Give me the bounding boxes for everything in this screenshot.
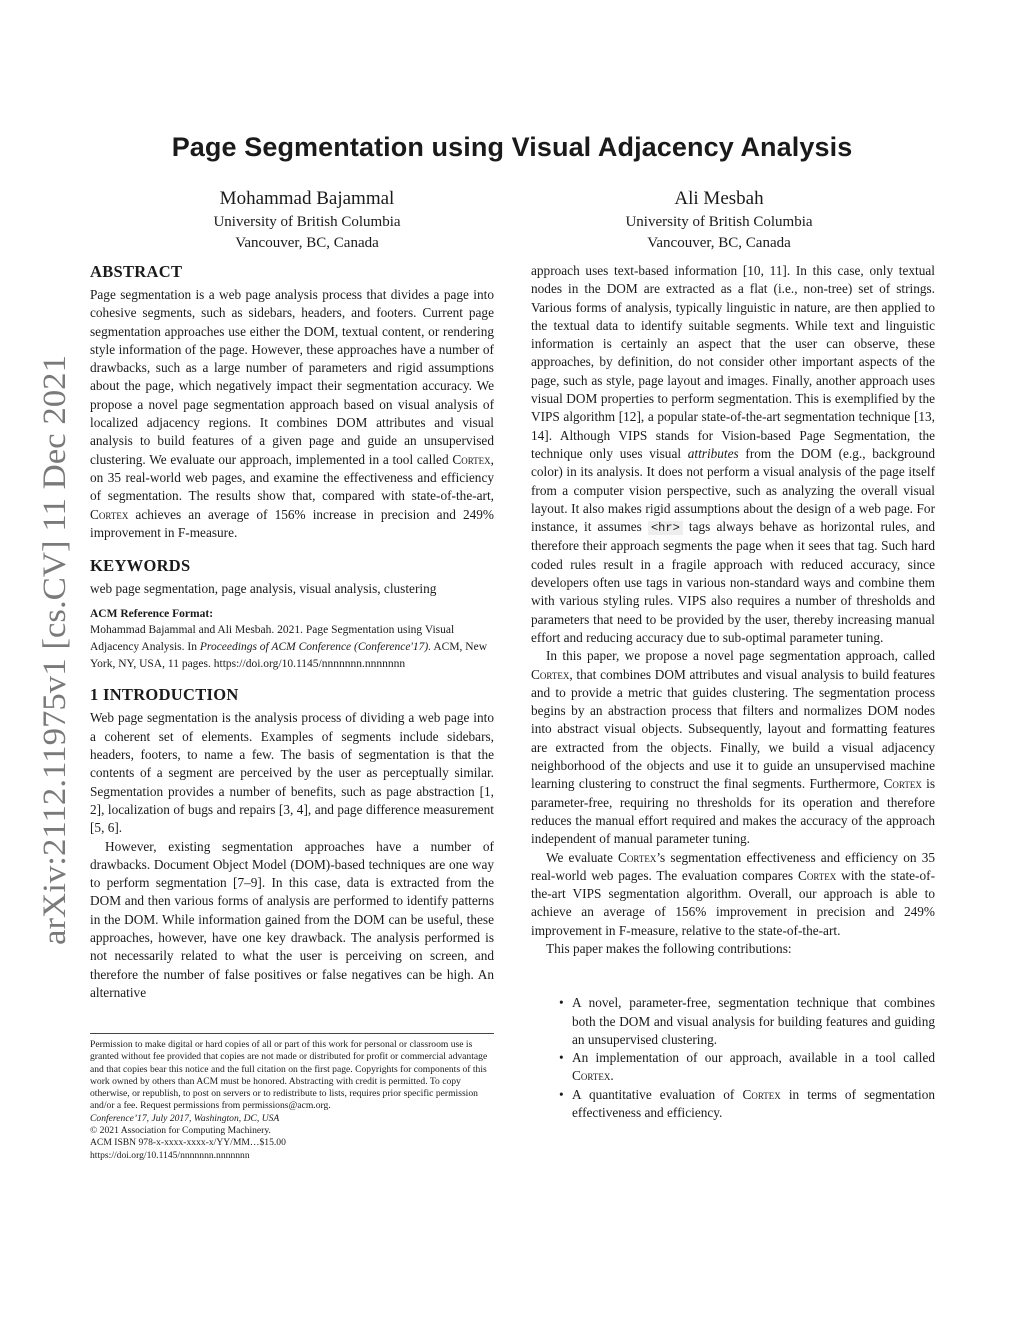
isbn: ACM ISBN 978-x-xxxx-xxxx-x/YY/MM…$15.00 — [90, 1137, 286, 1149]
abstract-heading: ABSTRACT — [90, 262, 183, 281]
copyright-footnote — [90, 1033, 494, 1162]
intro-paragraph-6: This paper makes the following contributions: — [546, 940, 792, 956]
author-block-2 — [509, 187, 929, 254]
keywords-heading: KEYWORDS — [90, 556, 191, 576]
bullet-icon: • — [559, 1050, 564, 1066]
left-column — [90, 262, 494, 1002]
bullet-icon: • — [559, 1086, 564, 1102]
contributions-list — [531, 994, 935, 1122]
paper-title: Page Segmentation using Visual Adjacency Analysis — [171, 132, 853, 162]
intro-paragraph-5: We evaluate Cortex’s segmentation effectiveness and efficiency on 35 real-world web pages. The evaluation compares Cortex with the state-of-the-art VIPS segmentation algorithm. Overall, our approach is able to achieve an average of 156% improvement in precision and 249% improvement in F-measure, relative to the state-of-the-art. — [531, 849, 936, 938]
list-item: • A quantitative evaluation of Cortex in terms of segmentation effectiveness and efficiency. — [559, 1086, 935, 1121]
author-location: Vancouver, BC, Canada — [647, 235, 791, 251]
list-item: • An implementation of our approach, available in a tool called Cortex. — [559, 1050, 935, 1084]
arxiv-stamp — [20, 350, 80, 950]
intro-paragraph-3: approach uses text-based information [10, 11]. In this case, only textual nodes in the DOM are extracted as a flat (i.e., non-tree) set of strings. Various forms of analysis, typically linguistic in nature, are then applied to the textual data to identify suitable segments. While text and linguistic information is certainly an aspect that the user can observe, these approaches, by definition, do not consider other important aspects of the page, such as style, page layout and images. Finally, another approach uses visual DOM properties to perform segmentation. This is exemplified by the VIPS algorithm [12], a popular state-of-the-art segmentation technique [13, 14]. Although VIPS stands for Vision-based Page Segmentation, the technique only uses visual attributes from the DOM (e.g., background color) in its analysis. It does not perform a visual analysis of the page itself from a computer vision perspective, such as analyzing the overall visual layout. It also makes rigid assumptions about the design of a web page. For instance, it assumes <hr> tags always behave as horizontal rules, and therefore their approach segments the page when it sees that tag. Such hard coded rules result in a fragile approach with reduced accuracy, since developers often use tags in various non-standard ways and combine them with various styling rules. VIPS also requires a number of thresholds and parameters that need to be provided by the user, thereby increasing manual effort and reducing accuracy due to sub-optimal parameter tuning. — [531, 263, 935, 645]
intro-paragraph-2: However, existing segmentation approaches have a number of drawbacks. Document Object Model (DOM)-based techniques are one way to perform segmentation [7–9]. In this case, data is extracted from the DOM and then various forms of analysis are performed to identify patterns in the DOM. While information gained from the DOM can be useful, these approaches, however, have one key drawback. The analysis performed is not necessarily related to what the user is perceiving on screen, and therefore the number of false positives or false negatives can be high. An alternative — [90, 838, 494, 1000]
bullet-icon: • — [559, 995, 564, 1011]
introduction-heading: 1 INTRODUCTION — [90, 685, 239, 705]
list-item: • A novel, parameter-free, segmentation technique that combines both the DOM and visual analysis for building features and guiding an unsupervised clustering. — [559, 995, 935, 1047]
right-column — [531, 262, 935, 1122]
acm-reference-text: Mohammad Bajammal and Ali Mesbah. 2021. Page Segmentation using Visual Adjacency Analysis. In Proceedings of ACM Conference (Conference'17). ACM, New York, NY, USA, 11 pages. https://doi.org/10.1145/nnnnnnn.nnnnnnn — [90, 624, 488, 671]
hr-tag-code: <hr> — [648, 521, 683, 535]
keywords-text: web page segmentation, page analysis, visual analysis, clustering — [90, 581, 437, 597]
copyright-notice: © 2021 Association for Computing Machinery. — [90, 1125, 271, 1137]
author-name: Mohammad Bajammal — [219, 188, 395, 209]
acm-reference-heading: ACM Reference Format: — [90, 608, 214, 621]
author-affiliation: University of British Columbia — [213, 214, 401, 230]
intro-paragraph-1: Web page segmentation is the analysis process of dividing a web page into a coherent set of elements. Examples of segments include sidebars, headers, footers, to name a few. The basis of segmentation is that the contents of a segment are perceived by the user as perceptually similar. Segmentation provides a number of benefits, such as page abstraction [1, 2], localization of bugs and repairs [3, 4], and page difference measurement [5, 6]. — [90, 710, 494, 836]
author-affiliation: University of British Columbia — [625, 214, 813, 230]
doi-link: https://doi.org/10.1145/nnnnnnn.nnnnnnn — [90, 1149, 250, 1161]
author-name: Ali Mesbah — [674, 188, 764, 209]
author-block-1 — [97, 187, 517, 254]
abstract-text: Page segmentation is a web page analysis process that divides a page into cohesive segments, such as sidebars, headers, and footers. Current page segmentation approaches use either the DOM, textual content, or rendering style information of the page. However, these approaches have a number of drawbacks, such as a large number of parameters and rigid assumptions about the page, which negatively impact their segmentation accuracy. We propose a novel page segmentation approach based on visual analysis of localized adjacency regions. It combines DOM attributes and visual analysis to build features of a given page and guide an unsupervised clustering. We evaluate our approach, implemented in a tool called Cortex, on 35 real-world web pages, and examine the effectiveness and efficiency of segmentation. The results show that, compared with state-of-the-art, Cortex achieves an average of 156% increase in precision and 249% improvement in F-measure. — [90, 287, 494, 540]
intro-paragraph-4: In this paper, we propose a novel page segmentation approach, called Cortex, that combines DOM attributes and visual analysis to build features and to provide a metric that guides clustering. The segmentation process begins by an abstraction process that filters and normalizes DOM nodes into abstract visual objects. Subsequently, layout and formatting features are extracted from the objects. Finally, we build a visual adjacency neighborhood of the objects and use it to guide an unsupervised machine learning clustering to construct the final segments. Furthermore, Cortex is parameter-free, requiring no thresholds for its operation and therefore reduces the manual effort required and makes the accuracy of the approach independent of manual parameter tuning. — [531, 648, 935, 847]
author-location: Vancouver, BC, Canada — [235, 235, 379, 251]
permission-notice: Permission to make digital or hard copies of all or part of this work for personal or classroom use is granted without fee provided that copies are not made or distributed for profit or commercial advantage and that copies bear this notice and the full citation on the first page. Copyrights for components of this work owned by others than ACM must be honored. Abstracting with credit is permitted. To copy otherwise, or republish, to post on servers or to redistribute to lists, requires prior specific permission and/or a fee. Request permissions from permissions@acm.org. — [90, 1039, 488, 1112]
conference-info: Conference’17, July 2017, Washington, DC, USA — [90, 1112, 280, 1124]
arxiv-id: arXiv:2112.11975v1 [cs.CV] 11 Dec 2021 — [37, 385, 73, 945]
arxiv-sidebar — [20, 350, 80, 950]
